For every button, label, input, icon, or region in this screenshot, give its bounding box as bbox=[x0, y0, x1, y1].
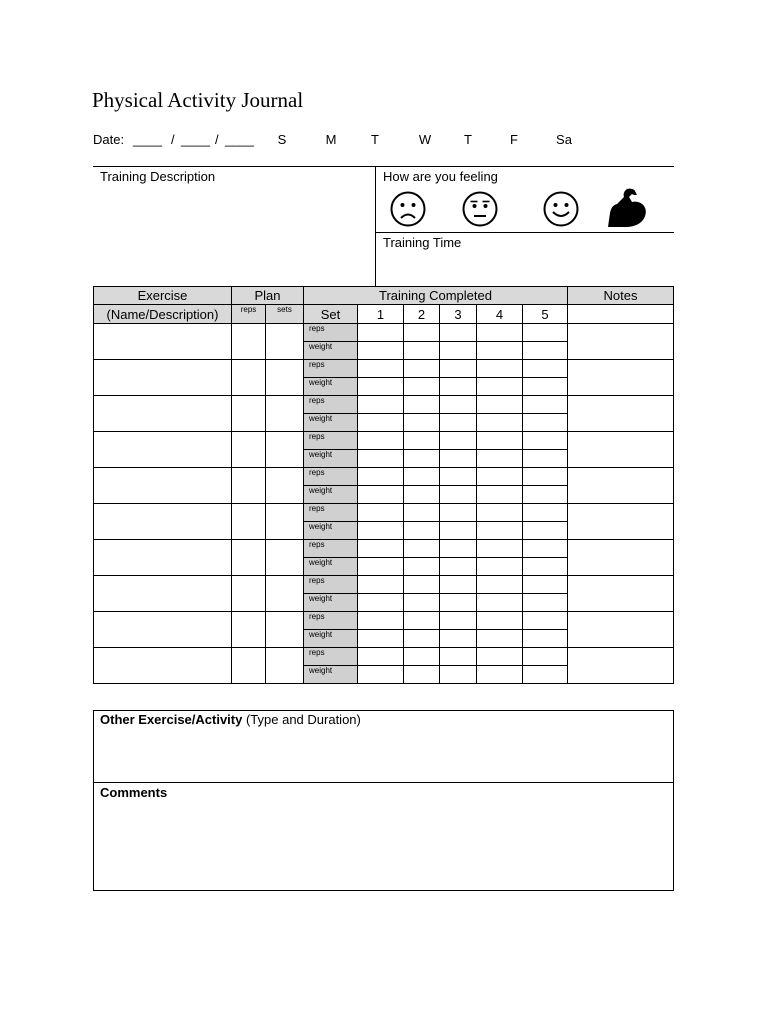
date-separator: / bbox=[215, 132, 219, 147]
day-thursday[interactable]: T bbox=[464, 132, 472, 147]
weight-row-label: weight bbox=[304, 450, 358, 468]
weight-cell[interactable] bbox=[404, 558, 440, 576]
reps-row-label: reps bbox=[304, 468, 358, 486]
date-separator: / bbox=[171, 132, 175, 147]
reps-row-label: reps bbox=[304, 576, 358, 594]
divider bbox=[375, 166, 376, 286]
reps-cell[interactable] bbox=[523, 504, 568, 522]
reps-cell[interactable] bbox=[404, 576, 440, 594]
exercise-name-cell[interactable] bbox=[94, 360, 232, 396]
plan-reps-cell[interactable] bbox=[232, 324, 266, 360]
exercise-name-cell[interactable] bbox=[94, 468, 232, 504]
weight-cell[interactable] bbox=[523, 450, 568, 468]
reps-cell[interactable] bbox=[440, 360, 477, 378]
weight-row-label: weight bbox=[304, 558, 358, 576]
day-sunday[interactable]: S bbox=[277, 132, 287, 147]
weight-cell[interactable] bbox=[358, 630, 404, 648]
reps-cell[interactable] bbox=[523, 396, 568, 414]
plan-sets-cell[interactable] bbox=[266, 540, 304, 576]
divider bbox=[93, 782, 674, 783]
weight-cell[interactable] bbox=[523, 630, 568, 648]
other-exercise-label bbox=[100, 712, 361, 727]
reps-cell[interactable] bbox=[440, 648, 477, 666]
neutral-face-icon[interactable] bbox=[462, 191, 498, 227]
reps-cell[interactable] bbox=[358, 324, 404, 342]
weight-cell[interactable] bbox=[358, 558, 404, 576]
set-number-5: 5 bbox=[523, 305, 568, 324]
reps-cell[interactable] bbox=[440, 396, 477, 414]
weight-cell[interactable] bbox=[477, 414, 523, 432]
weight-cell[interactable] bbox=[477, 450, 523, 468]
reps-cell[interactable] bbox=[477, 396, 523, 414]
weight-cell[interactable] bbox=[358, 414, 404, 432]
reps-row-label: reps bbox=[304, 432, 358, 450]
weight-row-label: weight bbox=[304, 594, 358, 612]
set-number-4: 4 bbox=[477, 305, 523, 324]
exercise-name-cell[interactable] bbox=[94, 576, 232, 612]
reps-cell[interactable] bbox=[440, 504, 477, 522]
flexed-arm-icon[interactable] bbox=[606, 187, 648, 229]
reps-cell[interactable] bbox=[404, 504, 440, 522]
weight-cell[interactable] bbox=[404, 666, 440, 684]
weight-cell[interactable] bbox=[404, 630, 440, 648]
plan-sets-cell[interactable] bbox=[266, 468, 304, 504]
day-wednesday[interactable]: W bbox=[418, 132, 432, 147]
weight-cell[interactable] bbox=[440, 450, 477, 468]
weight-cell[interactable] bbox=[477, 342, 523, 360]
plan-sets-header: sets bbox=[266, 305, 304, 324]
set-number-1: 1 bbox=[358, 305, 404, 324]
weight-cell[interactable] bbox=[358, 522, 404, 540]
reps-cell[interactable] bbox=[440, 576, 477, 594]
weight-cell[interactable] bbox=[440, 522, 477, 540]
notes-subheader-cell bbox=[568, 305, 674, 324]
plan-reps-cell[interactable] bbox=[232, 468, 266, 504]
weight-cell[interactable] bbox=[404, 450, 440, 468]
reps-cell[interactable] bbox=[440, 432, 477, 450]
divider bbox=[93, 166, 674, 167]
plan-reps-cell[interactable] bbox=[232, 504, 266, 540]
reps-cell[interactable] bbox=[358, 576, 404, 594]
reps-row-label: reps bbox=[304, 612, 358, 630]
reps-cell[interactable] bbox=[404, 648, 440, 666]
weight-cell[interactable] bbox=[440, 630, 477, 648]
weight-cell[interactable] bbox=[523, 342, 568, 360]
reps-cell[interactable] bbox=[477, 432, 523, 450]
weight-cell[interactable] bbox=[358, 594, 404, 612]
reps-cell[interactable] bbox=[477, 324, 523, 342]
weight-cell[interactable] bbox=[477, 486, 523, 504]
exercise-name-cell[interactable] bbox=[94, 396, 232, 432]
reps-cell[interactable] bbox=[523, 432, 568, 450]
weight-cell[interactable] bbox=[523, 666, 568, 684]
day-monday[interactable]: M bbox=[325, 132, 337, 147]
plan-sets-cell[interactable] bbox=[266, 504, 304, 540]
plan-header: Plan bbox=[232, 287, 304, 305]
reps-cell[interactable] bbox=[404, 612, 440, 630]
weight-cell[interactable] bbox=[404, 378, 440, 396]
other-exercise-input[interactable] bbox=[94, 732, 673, 781]
weight-row-label: weight bbox=[304, 486, 358, 504]
plan-sets-cell[interactable] bbox=[266, 360, 304, 396]
reps-cell[interactable] bbox=[358, 648, 404, 666]
other-exercise-label-rest: (Type and Duration) bbox=[242, 712, 361, 727]
exercise-name-cell[interactable] bbox=[94, 540, 232, 576]
weight-cell[interactable] bbox=[477, 630, 523, 648]
training-description-label: Training Description bbox=[100, 169, 216, 184]
reps-cell[interactable] bbox=[477, 540, 523, 558]
weight-row-label: weight bbox=[304, 378, 358, 396]
training-table bbox=[93, 286, 674, 684]
reps-cell[interactable] bbox=[477, 360, 523, 378]
reps-cell[interactable] bbox=[523, 576, 568, 594]
reps-cell[interactable] bbox=[477, 576, 523, 594]
sad-face-icon[interactable] bbox=[390, 191, 426, 227]
plan-sets-cell[interactable] bbox=[266, 576, 304, 612]
reps-row-label: reps bbox=[304, 360, 358, 378]
date-month-field[interactable]: ____ bbox=[133, 132, 162, 147]
set-header: Set bbox=[304, 305, 358, 324]
plan-reps-cell[interactable] bbox=[232, 360, 266, 396]
weight-cell[interactable] bbox=[440, 558, 477, 576]
plan-sets-cell[interactable] bbox=[266, 432, 304, 468]
weight-cell[interactable] bbox=[440, 486, 477, 504]
plan-reps-header: reps bbox=[232, 305, 266, 324]
plan-reps-cell[interactable] bbox=[232, 432, 266, 468]
reps-row-label: reps bbox=[304, 540, 358, 558]
weight-cell[interactable] bbox=[404, 414, 440, 432]
reps-cell[interactable] bbox=[523, 540, 568, 558]
reps-row-label: reps bbox=[304, 396, 358, 414]
weight-cell[interactable] bbox=[440, 594, 477, 612]
reps-cell[interactable] bbox=[440, 540, 477, 558]
weight-cell[interactable] bbox=[358, 666, 404, 684]
weight-cell[interactable] bbox=[358, 378, 404, 396]
reps-cell[interactable] bbox=[404, 360, 440, 378]
weight-cell[interactable] bbox=[523, 378, 568, 396]
exercise-name-cell[interactable] bbox=[94, 648, 232, 684]
set-number-2: 2 bbox=[404, 305, 440, 324]
plan-sets-cell[interactable] bbox=[266, 324, 304, 360]
feeling-label: How are you feeling bbox=[383, 169, 498, 184]
plan-sets-cell[interactable] bbox=[266, 396, 304, 432]
reps-cell[interactable] bbox=[358, 612, 404, 630]
exercise-name-cell[interactable] bbox=[94, 432, 232, 468]
exercise-name-cell[interactable] bbox=[94, 612, 232, 648]
reps-cell[interactable] bbox=[404, 324, 440, 342]
weight-cell[interactable] bbox=[404, 486, 440, 504]
weight-cell[interactable] bbox=[404, 594, 440, 612]
weight-cell[interactable] bbox=[477, 522, 523, 540]
weight-cell[interactable] bbox=[358, 486, 404, 504]
weight-cell[interactable] bbox=[440, 342, 477, 360]
weight-cell[interactable] bbox=[523, 522, 568, 540]
notes-cell[interactable] bbox=[568, 432, 674, 468]
weight-cell[interactable] bbox=[440, 378, 477, 396]
reps-cell[interactable] bbox=[404, 396, 440, 414]
exercise-name-cell[interactable] bbox=[94, 324, 232, 360]
date-year-field[interactable]: ____ bbox=[225, 132, 254, 147]
reps-cell[interactable] bbox=[440, 468, 477, 486]
reps-cell[interactable] bbox=[358, 432, 404, 450]
notes-cell[interactable] bbox=[568, 504, 674, 540]
weight-cell[interactable] bbox=[358, 450, 404, 468]
weight-cell[interactable] bbox=[523, 558, 568, 576]
weight-cell[interactable] bbox=[404, 522, 440, 540]
notes-cell[interactable] bbox=[568, 396, 674, 432]
comments-input[interactable] bbox=[94, 803, 673, 889]
reps-row-label: reps bbox=[304, 324, 358, 342]
day-friday[interactable]: F bbox=[510, 132, 518, 147]
reps-cell[interactable] bbox=[404, 540, 440, 558]
plan-reps-cell[interactable] bbox=[232, 612, 266, 648]
exercise-header: Exercise bbox=[94, 287, 232, 305]
notes-cell[interactable] bbox=[568, 576, 674, 612]
day-saturday[interactable]: Sa bbox=[556, 132, 572, 147]
day-tuesday[interactable]: T bbox=[371, 132, 379, 147]
notes-header: Notes bbox=[568, 287, 674, 305]
training-completed-header: Training Completed bbox=[304, 287, 568, 305]
weight-cell[interactable] bbox=[358, 342, 404, 360]
date-label: Date: bbox=[93, 132, 125, 147]
exercise-subheader: (Name/Description) bbox=[94, 305, 232, 324]
reps-cell[interactable] bbox=[523, 324, 568, 342]
reps-cell[interactable] bbox=[358, 360, 404, 378]
notes-cell[interactable] bbox=[568, 540, 674, 576]
weight-cell[interactable] bbox=[523, 486, 568, 504]
weight-cell[interactable] bbox=[477, 378, 523, 396]
comments-label: Comments bbox=[100, 785, 168, 800]
plan-sets-cell[interactable] bbox=[266, 612, 304, 648]
weight-cell[interactable] bbox=[404, 342, 440, 360]
weight-row-label: weight bbox=[304, 522, 358, 540]
reps-row-label: reps bbox=[304, 648, 358, 666]
notes-cell[interactable] bbox=[568, 648, 674, 684]
notes-cell[interactable] bbox=[568, 360, 674, 396]
training-time-label: Training Time bbox=[383, 235, 462, 250]
weight-cell[interactable] bbox=[477, 558, 523, 576]
date-day-field[interactable]: ____ bbox=[181, 132, 210, 147]
reps-cell[interactable] bbox=[440, 612, 477, 630]
reps-cell[interactable] bbox=[477, 504, 523, 522]
notes-cell[interactable] bbox=[568, 324, 674, 360]
weight-cell[interactable] bbox=[523, 594, 568, 612]
other-exercise-label-bold: Other Exercise/Activity bbox=[100, 712, 243, 727]
reps-cell[interactable] bbox=[404, 432, 440, 450]
reps-cell[interactable] bbox=[440, 324, 477, 342]
reps-cell[interactable] bbox=[523, 612, 568, 630]
notes-cell[interactable] bbox=[568, 468, 674, 504]
reps-cell[interactable] bbox=[358, 540, 404, 558]
set-number-3: 3 bbox=[440, 305, 477, 324]
plan-reps-cell[interactable] bbox=[232, 396, 266, 432]
weight-cell[interactable] bbox=[440, 414, 477, 432]
reps-cell[interactable] bbox=[358, 504, 404, 522]
weight-row-label: weight bbox=[304, 666, 358, 684]
reps-cell[interactable] bbox=[477, 468, 523, 486]
reps-cell[interactable] bbox=[523, 648, 568, 666]
weight-cell[interactable] bbox=[440, 666, 477, 684]
weight-row-label: weight bbox=[304, 630, 358, 648]
weight-cell[interactable] bbox=[477, 666, 523, 684]
exercise-name-cell[interactable] bbox=[94, 504, 232, 540]
notes-cell[interactable] bbox=[568, 612, 674, 648]
weight-row-label: weight bbox=[304, 342, 358, 360]
plan-reps-cell[interactable] bbox=[232, 648, 266, 684]
reps-cell[interactable] bbox=[404, 468, 440, 486]
weight-row-label: weight bbox=[304, 414, 358, 432]
plan-sets-cell[interactable] bbox=[266, 648, 304, 684]
reps-cell[interactable] bbox=[523, 360, 568, 378]
weight-cell[interactable] bbox=[477, 594, 523, 612]
page-title: Physical Activity Journal bbox=[92, 88, 304, 112]
reps-cell[interactable] bbox=[477, 648, 523, 666]
reps-cell[interactable] bbox=[358, 468, 404, 486]
reps-row-label: reps bbox=[304, 504, 358, 522]
plan-reps-cell[interactable] bbox=[232, 576, 266, 612]
reps-cell[interactable] bbox=[477, 612, 523, 630]
divider bbox=[375, 232, 674, 233]
happy-face-icon[interactable] bbox=[543, 191, 579, 227]
weight-cell[interactable] bbox=[523, 414, 568, 432]
reps-cell[interactable] bbox=[523, 468, 568, 486]
plan-reps-cell[interactable] bbox=[232, 540, 266, 576]
reps-cell[interactable] bbox=[358, 396, 404, 414]
